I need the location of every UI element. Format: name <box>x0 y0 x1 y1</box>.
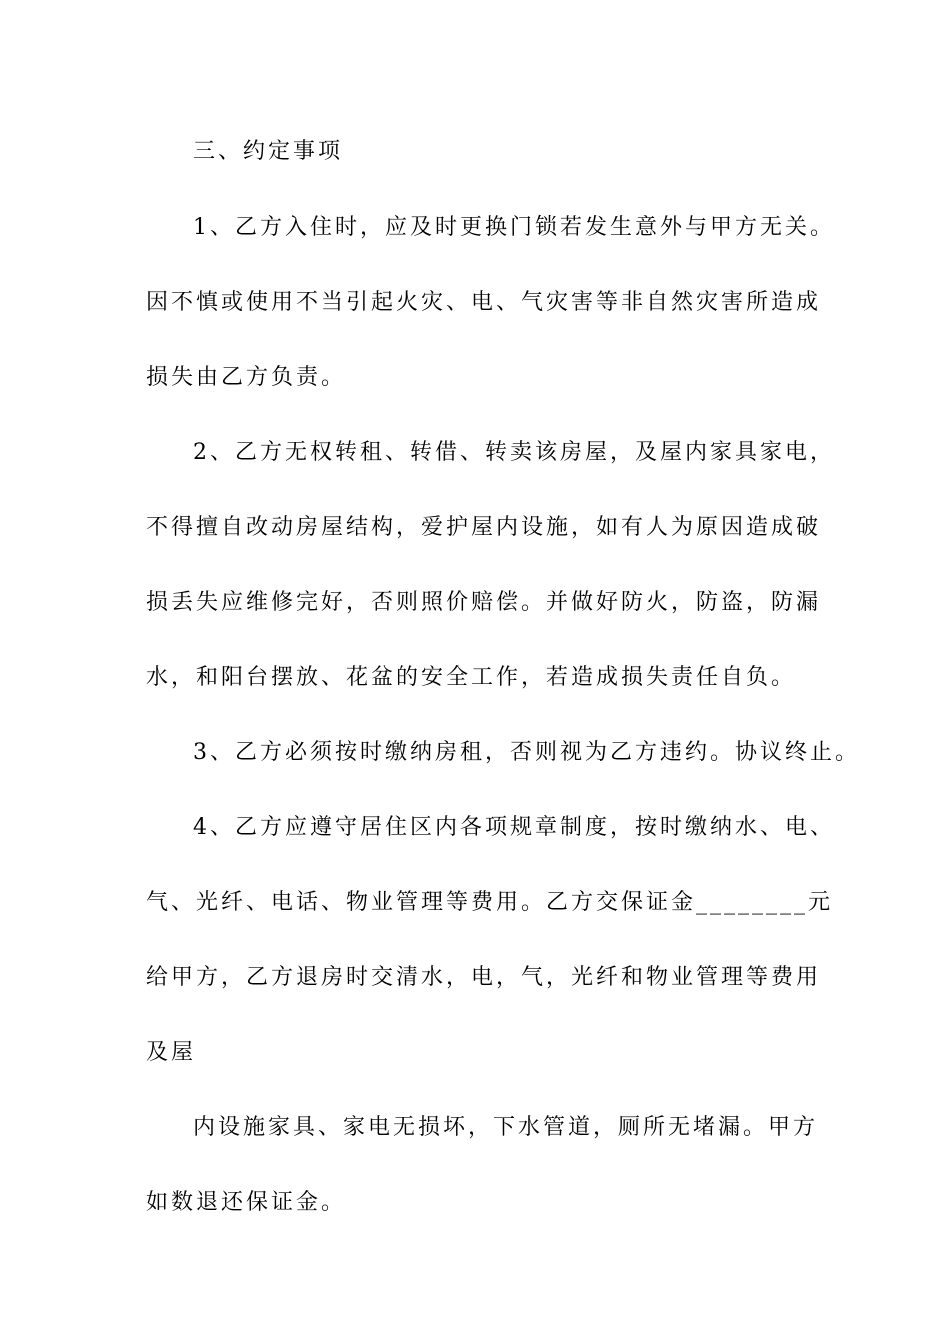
paragraph-line: 内设施家具、家电无损坏，下水管道，厕所无堵漏。甲方 <box>193 1115 819 1140</box>
paragraph-line: 及屋 <box>146 1040 197 1065</box>
paragraph-line: 不得擅自改动房屋结构，爱护屋内设施，如有人为原因造成破 <box>146 515 822 540</box>
paragraph-line: 2、乙方无权转租、转借、转卖该房屋，及屋内家具家电， <box>193 440 835 465</box>
paragraph-line: 3、乙方必须按时缴纳房租，否则视为乙方违约。协议终止。 <box>193 740 860 765</box>
paragraph-line: 水，和阳台摆放、花盆的安全工作，若造成损失责任自负。 <box>146 665 797 690</box>
paragraph-line: 给甲方，乙方退房时交清水，电，气，光纤和物业管理等费用 <box>146 965 822 990</box>
paragraph-line: 气、光纤、电话、物业管理等费用。乙方交保证金________元 <box>146 890 834 915</box>
section-heading: 三、约定事项 <box>193 139 344 164</box>
paragraph-line: 1、乙方入住时，应及时更换门锁若发生意外与甲方无关。 <box>193 215 835 240</box>
paragraph-line: 损失由乙方负责。 <box>146 365 347 390</box>
paragraph-line: 4、乙方应遵守居住区内各项规章制度，按时缴纳水、电、 <box>193 815 835 840</box>
paragraph-line: 损丢失应维修完好，否则照价赔偿。并做好防火，防盗，防漏 <box>146 590 822 615</box>
paragraph-line: 因不慎或使用不当引起火灾、电、气灾害等非自然灾害所造成 <box>146 290 822 315</box>
paragraph-line: 如数退还保证金。 <box>146 1190 347 1215</box>
